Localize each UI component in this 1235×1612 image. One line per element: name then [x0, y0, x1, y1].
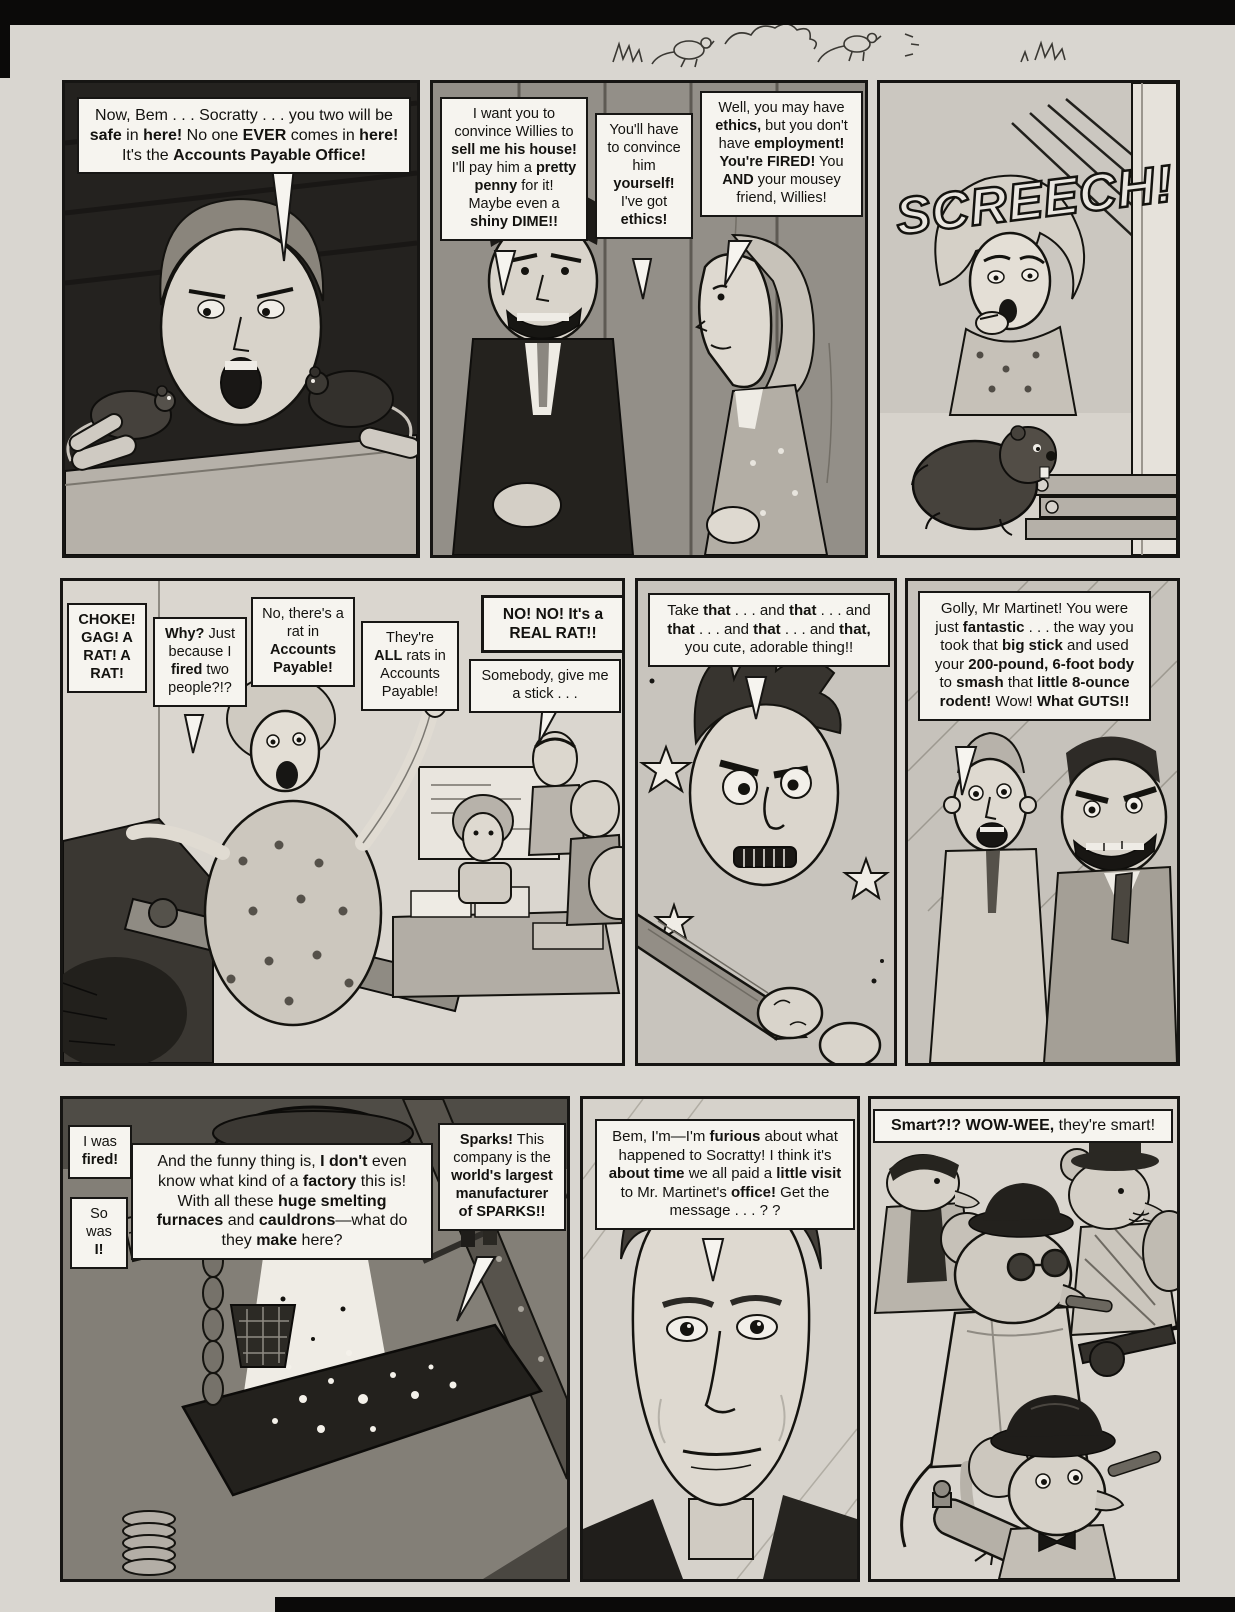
speech-bubble: Now, Bem . . . Socratty . . . you two will be safe in here! No one EVER comes in here! It's the Accounts Payable Office!: [77, 97, 411, 174]
speech-bubble: Why? Just because I fired two people?!?: [153, 617, 247, 707]
panel-1: [62, 80, 420, 558]
panel-3: [877, 80, 1180, 558]
bubble-tail: [631, 259, 653, 301]
panel-6: [905, 578, 1180, 1066]
panel-4: [60, 578, 625, 1066]
bubble-tail: [455, 1257, 499, 1323]
panel-8: [580, 1096, 860, 1582]
speech-bubble: I was fired!: [68, 1125, 132, 1179]
speech-bubble: I want you to convince Willies to sell me his house! I'll pay him a pretty penny for it! Maybe even a shiny DIME!!: [440, 97, 588, 241]
speech-bubble: NO! NO! It's a REAL RAT!!: [481, 595, 625, 653]
speech-bubble: CHOKE! GAG! A RAT! A RAT!: [67, 603, 147, 693]
rat-gangsters-art: [871, 1099, 1177, 1579]
speech-bubble: Golly, Mr Martinet! You were just fantastic . . . the way you took that big stick and used your 200-pound, 6-foot body to smash that little 8-ounce rodent! Wow! What GUTS!!: [918, 591, 1151, 721]
panel-2: [430, 80, 868, 558]
speech-bubble: Take that . . . and that . . . and that . . . and that . . . and that, you cute, adorable thing!!: [648, 593, 890, 667]
bubble-tail: [952, 747, 978, 797]
speech-bubble: So was I!: [70, 1197, 128, 1269]
caption-box: Smart?!? WOW-WEE, they're smart!: [873, 1109, 1173, 1143]
bubble-tail: [723, 241, 753, 287]
screech-sfx: [884, 123, 1179, 263]
screaming-woman-body: [205, 801, 381, 1025]
scan-edge-left: [0, 0, 10, 78]
svg-text:SCREECH!: SCREECH!: [892, 154, 1178, 247]
speech-bubble: No, there's a rat in Accounts Payable!: [251, 597, 355, 687]
scan-edge-bottom: [275, 1597, 1235, 1612]
scan-edge-top: [0, 0, 1235, 25]
speech-bubble: You'll have to convince him yourself! I've got ethics!: [595, 113, 693, 239]
speech-bubble: And the funny thing is, I don't even know what kind of a factory this is! With all these huge smelting furnaces and cauldrons—what do they make here?: [131, 1143, 433, 1260]
speech-bubble: Well, you may have ethics, but you don't have employment! You're FIRED! You AND your mousey friend, Willies!: [700, 91, 863, 217]
panel-5: [635, 578, 897, 1066]
bubble-tail: [744, 677, 768, 721]
bubble-tail: [493, 251, 517, 297]
bubble-tail: [270, 167, 296, 263]
speech-bubble: They're ALL rats in Accounts Payable!: [361, 621, 459, 711]
speech-bubble: Sparks! This company is the world's largest manufacturer of SPARKS!!: [438, 1123, 566, 1231]
panel-7: [60, 1096, 570, 1582]
bubble-tail: [701, 1239, 725, 1283]
panel-9: [868, 1096, 1180, 1582]
speech-bubble: Bem, I'm—I'm furious about what happened to Socratty! I think it's about time we all paid a little visit to Mr. Martinet's office! Get the message . . . ? ?: [595, 1119, 855, 1230]
speech-bubble: Somebody, give me a stick . . .: [469, 659, 621, 713]
bubble-tail: [183, 715, 205, 755]
